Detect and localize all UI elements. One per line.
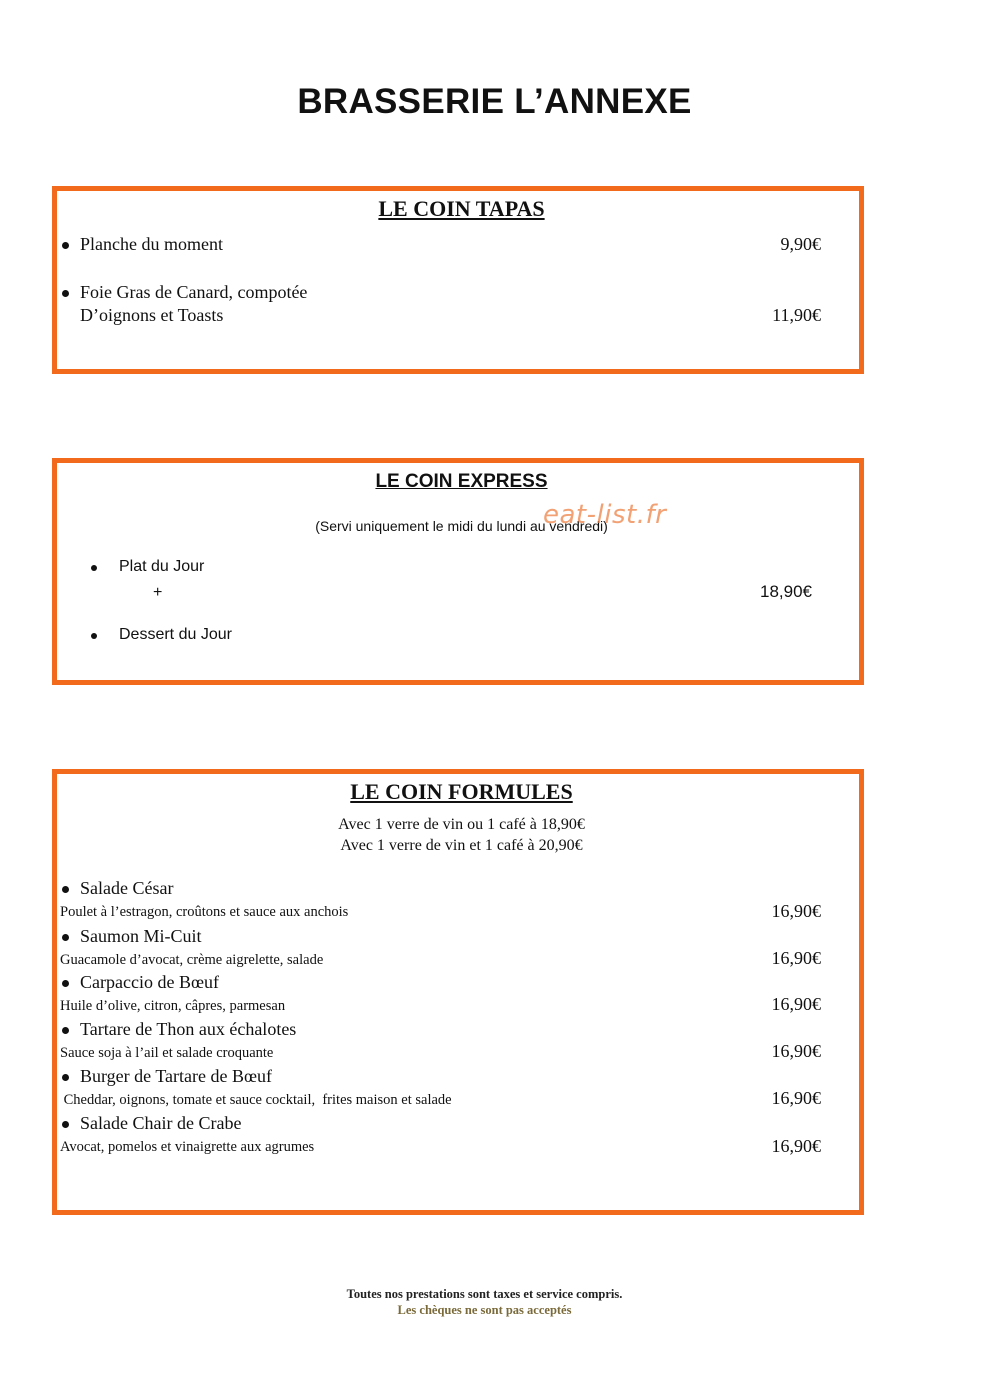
formule-item-2-desc: Guacamole d’avocat, crème aigrelette, salade xyxy=(60,952,324,968)
formule-item-5-desc: Cheddar, oignons, tomate et sauce cocktail, frites maison et salade xyxy=(60,1092,452,1108)
formule-item-1-desc: Poulet à l’estragon, croûtons et sauce aux anchois xyxy=(60,904,349,920)
footer-cheques: Les chèques ne sont pas acceptés xyxy=(397,1303,572,1317)
tapas-item-1-price: 9,90€ xyxy=(780,234,821,254)
tapas-item-2-name-line1: Foie Gras de Canard, compotée xyxy=(80,282,308,302)
bullet-icon xyxy=(62,980,69,987)
footer-taxes: Toutes nos prestations sont taxes et service compris. xyxy=(346,1287,623,1301)
formule-item-3-desc: Huile d’olive, citron, câpres, parmesan xyxy=(60,998,286,1014)
formule-item-6-name: Salade Chair de Crabe xyxy=(80,1113,242,1133)
bullet-icon xyxy=(62,934,69,941)
express-item-2: Dessert du Jour xyxy=(119,626,232,643)
express-price: 18,90€ xyxy=(760,582,812,601)
tapas-title: LE COIN TAPAS xyxy=(378,196,545,221)
bullet-icon xyxy=(91,565,97,571)
express-note: (Servi uniquement le midi du lundi au vendredi) xyxy=(315,518,608,534)
formules-title: LE COIN FORMULES xyxy=(350,779,573,804)
express-plus: + xyxy=(153,584,163,601)
tapas-item-2-price: 11,90€ xyxy=(772,305,821,325)
formules-line-2: Avec 1 verre de vin et 1 café à 20,90€ xyxy=(340,837,583,854)
formule-item-1-price: 16,90€ xyxy=(771,901,821,921)
formule-item-3-name: Carpaccio de Bœuf xyxy=(80,972,219,992)
tapas-item-1-name: Planche du moment xyxy=(80,234,223,254)
formule-item-2-name: Saumon Mi-Cuit xyxy=(80,926,202,946)
bullet-icon xyxy=(91,633,97,639)
restaurant-name: BRASSERIE L’ANNEXE xyxy=(297,82,692,121)
bullet-icon xyxy=(62,886,69,893)
bullet-icon xyxy=(62,1121,69,1128)
formule-item-3-price: 16,90€ xyxy=(771,994,821,1014)
formule-item-6-desc: Avocat, pomelos et vinaigrette aux agrumes xyxy=(60,1139,315,1155)
formule-item-1-name: Salade César xyxy=(80,878,174,898)
tapas-item-2-name-line2: D’oignons et Toasts xyxy=(80,305,224,325)
bullet-icon xyxy=(62,1027,69,1034)
formule-item-4-price: 16,90€ xyxy=(771,1041,821,1061)
bullet-icon xyxy=(62,290,69,297)
express-item-1: Plat du Jour xyxy=(119,558,205,575)
bullet-icon xyxy=(62,242,69,249)
formule-item-2-price: 16,90€ xyxy=(771,948,821,968)
formule-item-5-name: Burger de Tartare de Bœuf xyxy=(80,1066,273,1086)
watermark: eat-list.fr xyxy=(543,500,667,530)
formule-item-6-price: 16,90€ xyxy=(771,1136,821,1156)
formule-item-5-price: 16,90€ xyxy=(771,1088,821,1108)
formule-item-4-desc: Sauce soja à l’ail et salade croquante xyxy=(60,1045,274,1061)
express-title: LE COIN EXPRESS xyxy=(375,471,548,492)
formule-item-4-name: Tartare de Thon aux échalotes xyxy=(80,1019,297,1039)
formules-line-1: Avec 1 verre de vin ou 1 café à 18,90€ xyxy=(338,816,585,833)
bullet-icon xyxy=(62,1074,69,1081)
